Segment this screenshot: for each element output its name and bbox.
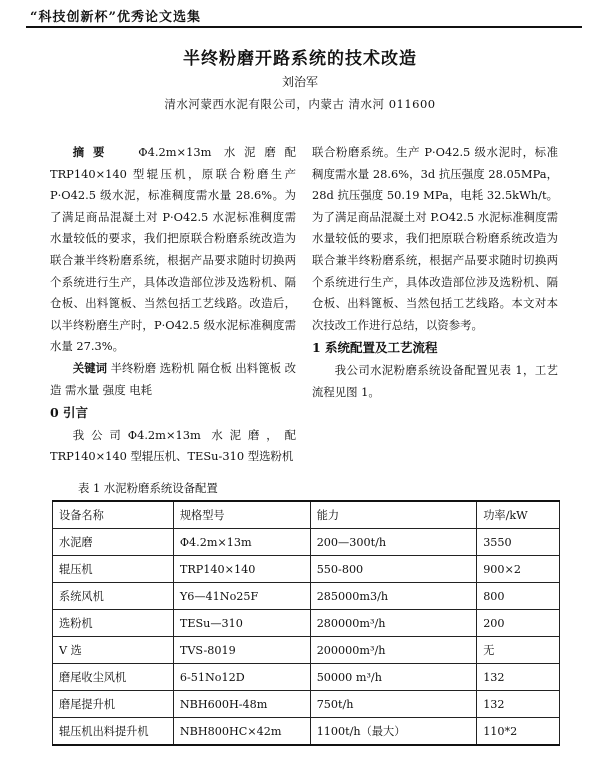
table-cell: V 选 xyxy=(53,637,174,664)
table-header-row xyxy=(53,501,560,529)
journal-series-header: “科技创新杯”优秀论文选集 xyxy=(30,10,201,25)
table-cell: NBH600H-48m xyxy=(173,691,310,718)
article-affiliation: 清水河蒙西水泥有限公司，内蒙古 清水河 011600 xyxy=(164,97,436,111)
table-cell: 550-800 xyxy=(310,556,477,583)
table-cell: TVS-8019 xyxy=(173,637,310,664)
abstract-paragraph xyxy=(50,142,296,358)
table-cell: 6-51No12D xyxy=(173,664,310,691)
table-cell: 辊压机 xyxy=(53,556,174,583)
table-cell: Φ4.2m×13m xyxy=(173,529,310,556)
table-row xyxy=(53,610,560,637)
table-row xyxy=(53,718,560,746)
table-cell: 磨尾收尘风机 xyxy=(53,664,174,691)
table-header-cell: 功率/kW xyxy=(477,501,560,529)
table-cell: 200000m³/h xyxy=(310,637,477,664)
table-row xyxy=(53,637,560,664)
table-cell: 285000m3/h xyxy=(310,583,477,610)
table-cell: 800 xyxy=(477,583,560,610)
table-row xyxy=(53,529,560,556)
header-rule xyxy=(26,26,582,28)
table-cell: 磨尾提升机 xyxy=(53,691,174,718)
section1-heading: 1 系统配置及工艺流程 xyxy=(312,340,438,356)
table-cell: 280000m³/h xyxy=(310,610,477,637)
right-column xyxy=(312,142,558,403)
table-row xyxy=(53,583,560,610)
intro-text-continued: 联合粉磨系统。生产 P·O42.5 级水泥时，标准稠度需水量 28.6%，3d 抗压强度 28.05MPa，28d 抗压强度 50.19 MPa，电耗 32.5kWh/t。为了满足商品混凝土对 P.O42.5 水泥标准稠度需水量较低的要求，我们把原联合粉磨系统改造为联合兼半终粉磨系统，根据产品要求随时切换两个系统进行生产，具体改造部位涉及选粉机、隔仓板、出料篦板、当然包括工艺线路。本文对本次技改工作进行总结，以资参考。 xyxy=(312,145,558,332)
table-row xyxy=(53,691,560,718)
table-cell: 辊压机出料提升机 xyxy=(53,718,174,746)
table-cell: 110*2 xyxy=(477,718,560,746)
table-cell: 200 xyxy=(477,610,560,637)
table-cell: 50000 m³/h xyxy=(310,664,477,691)
table-row xyxy=(53,556,560,583)
table-cell: 水泥磨 xyxy=(53,529,174,556)
table-cell: 750t/h xyxy=(310,691,477,718)
table-cell: 系统风机 xyxy=(53,583,174,610)
keywords-text: 半终粉磨 选粉机 隔仓板 出料篦板 改造 需水量 强度 电耗 xyxy=(50,360,296,397)
table-cell: TRP140×140 xyxy=(173,556,310,583)
intro-heading: 0 引言 xyxy=(50,405,89,421)
table-cell: 132 xyxy=(477,664,560,691)
equipment-config-table xyxy=(52,500,560,746)
table-header-cell: 规格型号 xyxy=(173,501,310,529)
table-cell: 选粉机 xyxy=(53,610,174,637)
left-column xyxy=(50,142,296,468)
table-cell: 无 xyxy=(477,637,560,664)
table-cell: 200—300t/h xyxy=(310,529,477,556)
table-cell: TESu—310 xyxy=(173,610,310,637)
table-cell: 900×2 xyxy=(477,556,560,583)
table-cell: 3550 xyxy=(477,529,560,556)
intro-text: 我公司Φ4.2m×13m 水泥磨，配 TRP140×140 型辊压机、TESu-310 型选粉机 xyxy=(50,427,296,464)
abstract-label: 摘要 xyxy=(72,145,114,159)
table-header-cell: 设备名称 xyxy=(53,501,174,529)
article-title: 半终粉磨开路系统的技术改造 xyxy=(183,49,417,69)
article-author: 刘治军 xyxy=(281,75,318,89)
table-caption: 表 1 水泥粉磨系统设备配置 xyxy=(78,481,218,495)
table-cell: Y6—41No25F xyxy=(173,583,310,610)
keywords-label: 关键词 xyxy=(72,360,107,375)
table-header-cell: 能力 xyxy=(310,501,477,529)
intro-text-start xyxy=(50,425,296,468)
abstract-text: Φ4.2m×13m 水泥磨配 TRP140×140 型辊压机，原联合粉磨生产 P·O42.5 级水泥，标准稠度需水量 28.6%。为了满足商品混凝土对 P·O42.5 水泥标准稠度需水量较低的要求，我们把原联合粉磨系统改造为联合兼半终粉磨系统，根据产品要求随时切换两个系统进行生产，具体改造部位涉及选粉机、隔仓板、出料篦板、当然包括工艺线路。改造后，以半终粉磨生产时，P·O42.5 级水泥标准稠度需水量 27.3%。 xyxy=(50,145,296,354)
keywords-paragraph xyxy=(50,358,296,401)
table-cell: NBH800HC×42m xyxy=(173,718,310,746)
table-cell: 132 xyxy=(477,691,560,718)
table-cell: 1100t/h（最大） xyxy=(310,718,477,746)
section1-text: 我公司水泥粉磨系统设备配置见表 1，工艺流程见图 1。 xyxy=(312,362,558,399)
table-row xyxy=(53,664,560,691)
